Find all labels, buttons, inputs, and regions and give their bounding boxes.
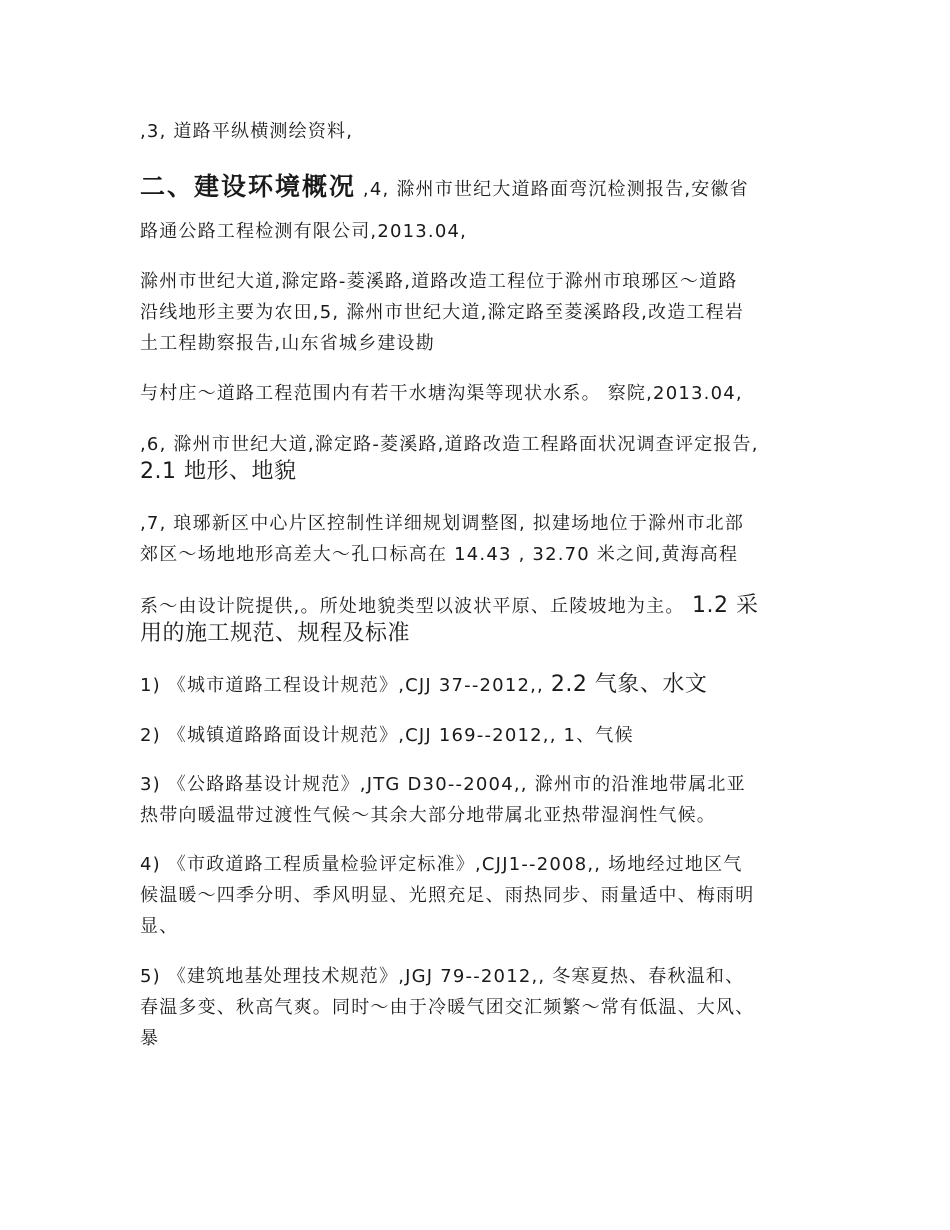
text-line-9 <box>140 460 820 485</box>
text-line-23: 暴 <box>140 1028 160 1049</box>
subheading-standards-part1: 1.2 采 <box>684 593 759 618</box>
text-line-16: 3) 《公路路基设计规范》,JTG D30--2004,, 滁州市的沿淮地带属北亚 <box>140 774 746 795</box>
text-line-5: 沿线地形主要为农田,5, 滁州市世纪大道,滁定路至菱溪路段,改造工程岩 <box>140 302 745 323</box>
text-line-12 <box>140 594 820 619</box>
text-line-22: 春温多变、秋高气爽。同时～由于冷暖气团交汇频繁～常有低温、大风、 <box>140 997 755 1018</box>
text-line-7: 与村庄～道路工程范围内有若干水塘沟渠等现状水系。 察院,2013.04, <box>140 383 743 404</box>
text-line-1: ,3, 道路平纵横测绘资料, <box>140 121 354 142</box>
text-line-10: ,7, 琅琊新区中心片区控制性详细规划调整图, 拟建场地位于滁州市北部 <box>140 513 745 534</box>
text-line-14 <box>140 673 820 698</box>
text-line-17: 热带向暖温带过渡性气候～其余大部分地带属北亚热带湿润性气候。 <box>140 805 716 826</box>
text-line-15: 2) 《城镇道路路面设计规范》,CJJ 169--2012,, 1、气候 <box>140 725 634 746</box>
text-line-3: 路通公路工程检测有限公司,2013.04, <box>140 221 468 242</box>
text-line-13 <box>140 622 820 647</box>
text-line-11: 郊区～场地地形高差大～孔口标高在 14.43 , 32.70 米之间,黄海高程 <box>140 544 739 565</box>
text-line-2 <box>140 172 820 202</box>
text-line-18: 4) 《市政道路工程质量检验评定标准》,CJJ1--2008,, 场地经过地区气 <box>140 854 743 875</box>
text-line-6: 土工程勘察报告,山东省城乡建设勘 <box>140 333 435 354</box>
text-line-19: 候温暖～四季分明、季风明显、光照充足、雨热同步、雨量适中、梅雨明 <box>140 885 755 906</box>
text-line-2-rest: ,4, 滁州市世纪大道路面弯沉检测报告,安徽省 <box>356 179 749 200</box>
text-line-8: ,6, 滁州市世纪大道,滁定路-菱溪路,道路改造工程路面状况调查评定报告, <box>140 434 759 455</box>
text-line-20: 显、 <box>140 916 179 937</box>
text-line-4: 滁州市世纪大道,滁定路-菱溪路,道路改造工程位于滁州市琅琊区～道路 <box>140 271 738 292</box>
text-line-14-text: 1) 《城市道路工程设计规范》,CJJ 37--2012,, <box>140 675 551 696</box>
subheading-terrain: 2.1 地形、地貌 <box>140 459 297 484</box>
subheading-standards-part2: 用的施工规范、规程及标准 <box>140 621 411 646</box>
text-line-12-text: 系～由设计院提供,。所处地貌类型以波状平原、丘陵坡地为主。 <box>140 596 685 617</box>
text-line-21: 5) 《建筑地基处理技术规范》,JGJ 79--2012,, 冬寒夏热、春秋温和、 <box>140 966 745 987</box>
section-heading-construction-environment: 二、建设环境概况 <box>140 172 357 201</box>
subheading-climate-hydrology: 2.2 气象、水文 <box>550 672 708 697</box>
